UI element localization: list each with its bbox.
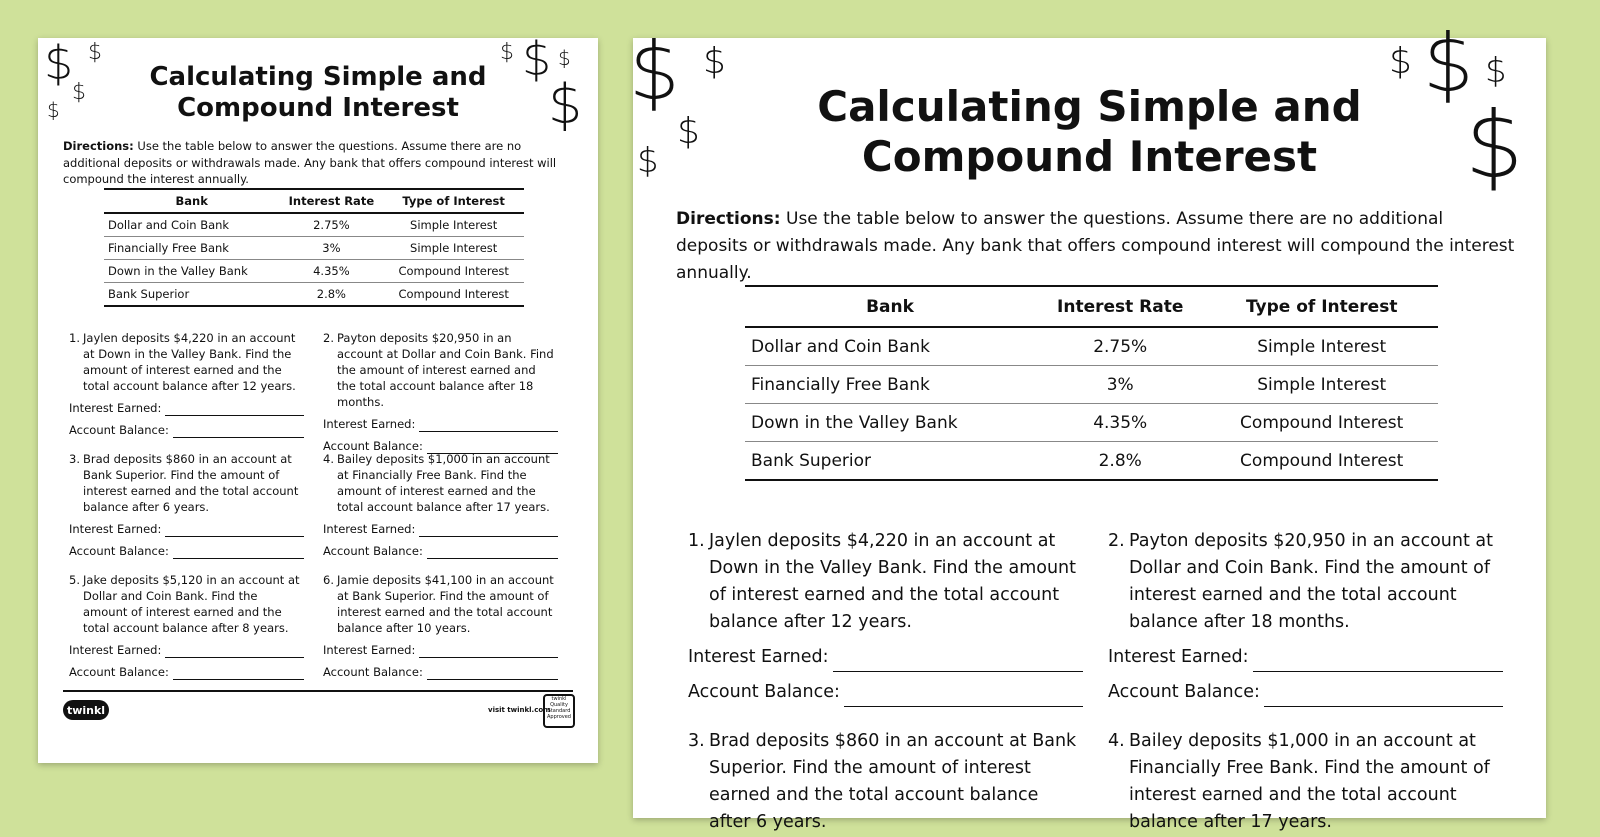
interest-earned-field[interactable]	[69, 401, 304, 416]
answer-line[interactable]	[1264, 706, 1503, 707]
table-cell: Down in the Valley Bank	[104, 260, 279, 283]
table-cell: 4.35%	[1035, 404, 1205, 442]
dollar-icon: $	[1423, 17, 1474, 110]
interest-earned-label: Interest Earned:	[323, 522, 416, 537]
interest-earned-label: Interest Earned:	[69, 522, 162, 537]
dollar-icon: $	[1389, 41, 1412, 82]
dollar-icon: $	[703, 41, 726, 82]
table-row	[104, 283, 524, 307]
answer-line[interactable]	[173, 558, 304, 559]
question-number: 3.	[688, 731, 705, 751]
table-cell: Compound Interest	[383, 283, 524, 307]
account-balance-label: Account Balance:	[69, 665, 169, 680]
account-balance-label: Account Balance:	[1108, 682, 1260, 703]
directions-text: Use the table below to answer the questions. Assume there are no additional deposits or withdrawals made. Any bank that offers compound interest will compound the interest annually.	[63, 139, 557, 187]
interest-earned-label: Interest Earned:	[1108, 647, 1249, 668]
table-header-row	[104, 189, 524, 213]
table-row	[745, 366, 1438, 404]
table-cell: Simple Interest	[383, 237, 524, 260]
interest-earned-field[interactable]	[323, 522, 558, 537]
question-5	[69, 572, 304, 680]
answer-line[interactable]	[419, 657, 558, 658]
table-cell: Down in the Valley Bank	[745, 404, 1035, 442]
table-cell: Simple Interest	[383, 213, 524, 237]
twinkl-logo: twinkl	[63, 700, 109, 720]
answer-line[interactable]	[419, 431, 558, 432]
question-text: Jaylen deposits $4,220 in an account at Down in the Valley Bank. Find the amount of interest earned and the total account balance after 12 years.	[709, 531, 1076, 633]
table-cell: 2.8%	[279, 283, 383, 307]
answer-line[interactable]	[165, 415, 304, 416]
question-3	[688, 728, 1083, 837]
interest-earned-label: Interest Earned:	[323, 643, 416, 658]
dollar-icon: $	[548, 73, 583, 136]
table-cell: Dollar and Coin Bank	[745, 327, 1035, 366]
directions	[63, 138, 573, 188]
table-cell: 2.75%	[279, 213, 383, 237]
question-3	[69, 451, 304, 559]
question-4	[1108, 728, 1503, 837]
question-number: 6.	[323, 573, 334, 587]
dollar-icon: $	[637, 141, 659, 181]
page-title	[633, 82, 1546, 183]
question-number: 1.	[688, 531, 705, 551]
question-text: Jamie deposits $41,100 in an account at Bank Superior. Find the amount of interest earned and the total account balance after 10 years.	[337, 573, 554, 636]
table-header-row	[745, 286, 1438, 327]
interest-earned-label: Interest Earned:	[69, 401, 162, 416]
table-cell: 4.35%	[279, 260, 383, 283]
directions	[676, 206, 1516, 287]
table-header: Type of Interest	[1205, 286, 1438, 327]
interest-earned-label: Interest Earned:	[688, 647, 829, 668]
question-number: 2.	[1108, 531, 1125, 551]
question-number: 2.	[323, 331, 334, 345]
question-text: Bailey deposits $1,000 in an account at Financially Free Bank. Find the amount of interest earned and the total account balance after 17 years.	[337, 452, 550, 515]
question-2	[1108, 528, 1503, 707]
question-text: Brad deposits $860 in an account at Bank Superior. Find the amount of interest earned and the total account balance after 6 years.	[83, 452, 299, 515]
question-text: Payton deposits $20,950 in an account at Dollar and Coin Bank. Find the amount of interest earned and the total account balance after 18 months.	[1129, 531, 1493, 633]
answer-line[interactable]	[427, 558, 558, 559]
table-header: Type of Interest	[383, 189, 524, 213]
account-balance-label: Account Balance:	[688, 682, 840, 703]
account-balance-field[interactable]	[69, 544, 304, 559]
account-balance-label: Account Balance:	[69, 423, 169, 438]
quality-badge-icon: twinkl Quality Standard Approved	[543, 694, 575, 728]
answer-line[interactable]	[1253, 671, 1503, 672]
worksheet-preview-small	[38, 32, 598, 763]
question-number: 1.	[69, 331, 80, 345]
table-cell: 2.75%	[1035, 327, 1205, 366]
visit-link[interactable]: visit twinkl.com	[488, 706, 551, 714]
table-cell: 2.8%	[1035, 442, 1205, 481]
dollar-icon: $	[500, 40, 514, 65]
table-header: Bank	[104, 189, 279, 213]
title-line-1: Calculating Simple and	[149, 62, 487, 92]
interest-earned-label: Interest Earned:	[323, 417, 416, 432]
answer-line[interactable]	[427, 679, 558, 680]
account-balance-field[interactable]	[69, 665, 304, 680]
dollar-icon: $	[1485, 51, 1507, 91]
dollar-icon: $	[72, 80, 86, 105]
table-row	[104, 237, 524, 260]
table-row	[104, 260, 524, 283]
question-number: 3.	[69, 452, 80, 466]
table-cell: Simple Interest	[1205, 327, 1438, 366]
table-cell: Dollar and Coin Bank	[104, 213, 279, 237]
question-2	[323, 330, 558, 454]
question-text: Brad deposits $860 in an account at Bank Superior. Find the amount of interest earned and the total account balance after 6 years.	[709, 731, 1077, 833]
dollar-icon: $	[1465, 92, 1524, 199]
interest-earned-field[interactable]	[1108, 647, 1503, 672]
dollar-icon: $	[44, 36, 74, 90]
account-balance-label: Account Balance:	[323, 439, 423, 454]
directions-text: Use the table below to answer the questions. Assume there are no additional deposits or withdrawals made. Any bank that offers compound interest will compound the interest annually.	[676, 209, 1515, 283]
table-cell: Financially Free Bank	[745, 366, 1035, 404]
worksheet-zoomed	[629, 17, 1546, 833]
footer-divider	[63, 690, 573, 692]
answer-line[interactable]	[173, 437, 304, 438]
question-text: Jake deposits $5,120 in an account at Dollar and Coin Bank. Find the amount of interest earned and the total account balance after 8 years.	[83, 573, 300, 636]
question-number: 4.	[1108, 731, 1125, 751]
question-number: 5.	[69, 573, 80, 587]
dollar-icon: $	[677, 111, 700, 152]
table-row	[104, 213, 524, 237]
title-line-1: Calculating Simple and	[817, 82, 1362, 131]
answer-line[interactable]	[833, 671, 1083, 672]
dollar-icon: $	[558, 46, 571, 70]
account-balance-field[interactable]	[69, 423, 304, 438]
table-cell: Bank Superior	[745, 442, 1035, 481]
question-1	[69, 330, 304, 438]
question-text: Payton deposits $20,950 in an account at Dollar and Coin Bank. Find the amount of interest earned and the total account balance after 18 months.	[337, 331, 554, 410]
table-cell: Compound Interest	[1205, 404, 1438, 442]
table-header: Interest Rate	[279, 189, 383, 213]
table-row	[745, 327, 1438, 366]
account-balance-field[interactable]	[1108, 682, 1503, 707]
question-text: Bailey deposits $1,000 in an account at Financially Free Bank. Find the amount of interest earned and the total account balance after 17 years.	[1129, 731, 1490, 833]
table-cell: Compound Interest	[1205, 442, 1438, 481]
account-balance-field[interactable]	[323, 544, 558, 559]
interest-rate-table	[104, 188, 524, 307]
question-6	[323, 572, 558, 680]
interest-earned-field[interactable]	[69, 522, 304, 537]
table-header: Bank	[745, 286, 1035, 327]
table-row	[745, 442, 1438, 481]
directions-label: Directions:	[63, 139, 134, 153]
question-1	[688, 528, 1083, 707]
table-cell: 3%	[279, 237, 383, 260]
answer-line[interactable]	[844, 706, 1083, 707]
account-balance-field[interactable]	[688, 682, 1083, 707]
page-title	[38, 62, 598, 124]
dollar-icon: $	[629, 25, 680, 118]
dollar-icon: $	[88, 40, 102, 65]
account-balance-label: Account Balance:	[323, 665, 423, 680]
answer-line[interactable]	[165, 536, 304, 537]
dollar-icon: $	[47, 98, 60, 122]
title-line-2: Compound Interest	[861, 132, 1318, 182]
table-cell: Compound Interest	[383, 260, 524, 283]
table-cell: Simple Interest	[1205, 366, 1438, 404]
directions-label: Directions:	[676, 209, 781, 229]
answer-line[interactable]	[165, 657, 304, 658]
question-4	[323, 451, 558, 559]
question-text: Jaylen deposits $4,220 in an account at Down in the Valley Bank. Find the amount of interest earned and the total account balance after 12 years.	[83, 331, 296, 394]
account-balance-label: Account Balance:	[69, 544, 169, 559]
interest-earned-field[interactable]	[69, 643, 304, 658]
interest-earned-field[interactable]	[323, 417, 558, 432]
interest-earned-label: Interest Earned:	[69, 643, 162, 658]
title-line-2: Compound Interest	[177, 93, 459, 124]
table-row	[745, 404, 1438, 442]
table-header: Interest Rate	[1035, 286, 1205, 327]
account-balance-label: Account Balance:	[323, 544, 423, 559]
interest-rate-table	[745, 285, 1438, 481]
answer-line[interactable]	[419, 536, 558, 537]
answer-line[interactable]	[173, 679, 304, 680]
interest-earned-field[interactable]	[323, 643, 558, 658]
dollar-icon: $	[522, 32, 552, 86]
interest-earned-field[interactable]	[688, 647, 1083, 672]
table-cell: Financially Free Bank	[104, 237, 279, 260]
table-cell: 3%	[1035, 366, 1205, 404]
table-cell: Bank Superior	[104, 283, 279, 307]
question-number: 4.	[323, 452, 334, 466]
account-balance-field[interactable]	[323, 665, 558, 680]
